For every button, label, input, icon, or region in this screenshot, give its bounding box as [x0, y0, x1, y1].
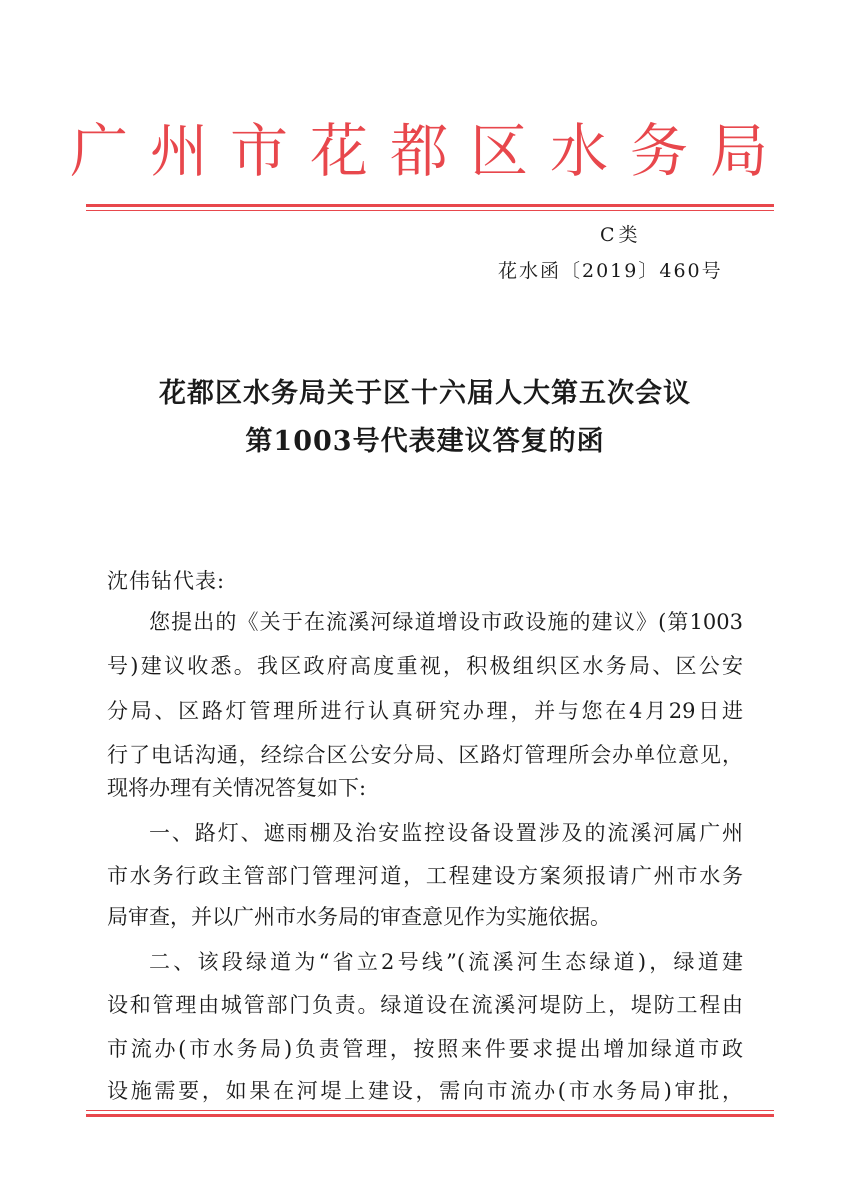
footer-rule-thick: [86, 1114, 774, 1117]
doc-number: 花水函〔2019〕460号: [498, 260, 723, 282]
footer-rule-thin: [86, 1110, 774, 1111]
document-title-line-1: 花都区水务局关于区十六届人大第五次会议: [159, 378, 691, 409]
paragraph-line: 市流办(市水务局)负责管理，按照来件要求提出增加绿道市政: [107, 1037, 743, 1061]
paragraph-line: 现将办理有关情况答复如下:: [107, 776, 367, 800]
agency-masthead: 广州市花都区水务局: [69, 117, 790, 185]
masthead-rule-thick: [86, 204, 774, 207]
paragraph-line: 设和管理由城管部门负责。绿道设在流溪河堤防上，堤防工程由: [107, 993, 743, 1017]
masthead-rule-thin: [86, 210, 774, 211]
paragraph-line: 一、路灯、遮雨棚及治安监控设备设置涉及的流溪河属广州: [149, 821, 743, 845]
paragraph-line: 设施需要，如果在河堤上建设，需向市流办(市水务局)审批，: [107, 1079, 743, 1103]
paragraph-line: 市水务行政主管部门管理河道，工程建设方案须报请广州市水务: [107, 864, 743, 888]
paragraph-line: 您提出的《关于在流溪河绿道增设市政设施的建议》(第1003: [149, 610, 743, 634]
paragraph-line: 分局、区路灯管理所进行认真研究办理，并与您在4月29日进: [107, 699, 743, 723]
paragraph-line: 二、该段绿道为“省立2号线”(流溪河生态绿道)，绿道建: [149, 950, 743, 974]
salutation: 沈伟钻代表:: [107, 569, 226, 593]
paragraph-line: 局审查，并以广州市水务局的审查意见作为实施依据。: [107, 905, 611, 929]
paragraph-line: 行了电话沟通，经综合区公安分局、区路灯管理所会办单位意见，: [107, 743, 743, 767]
doc-class: C类: [600, 224, 642, 246]
document-title-line-2: 第1003号代表建议答复的函: [245, 426, 605, 457]
paragraph-line: 号)建议收悉。我区政府高度重视，积极组织区水务局、区公安: [107, 654, 743, 678]
